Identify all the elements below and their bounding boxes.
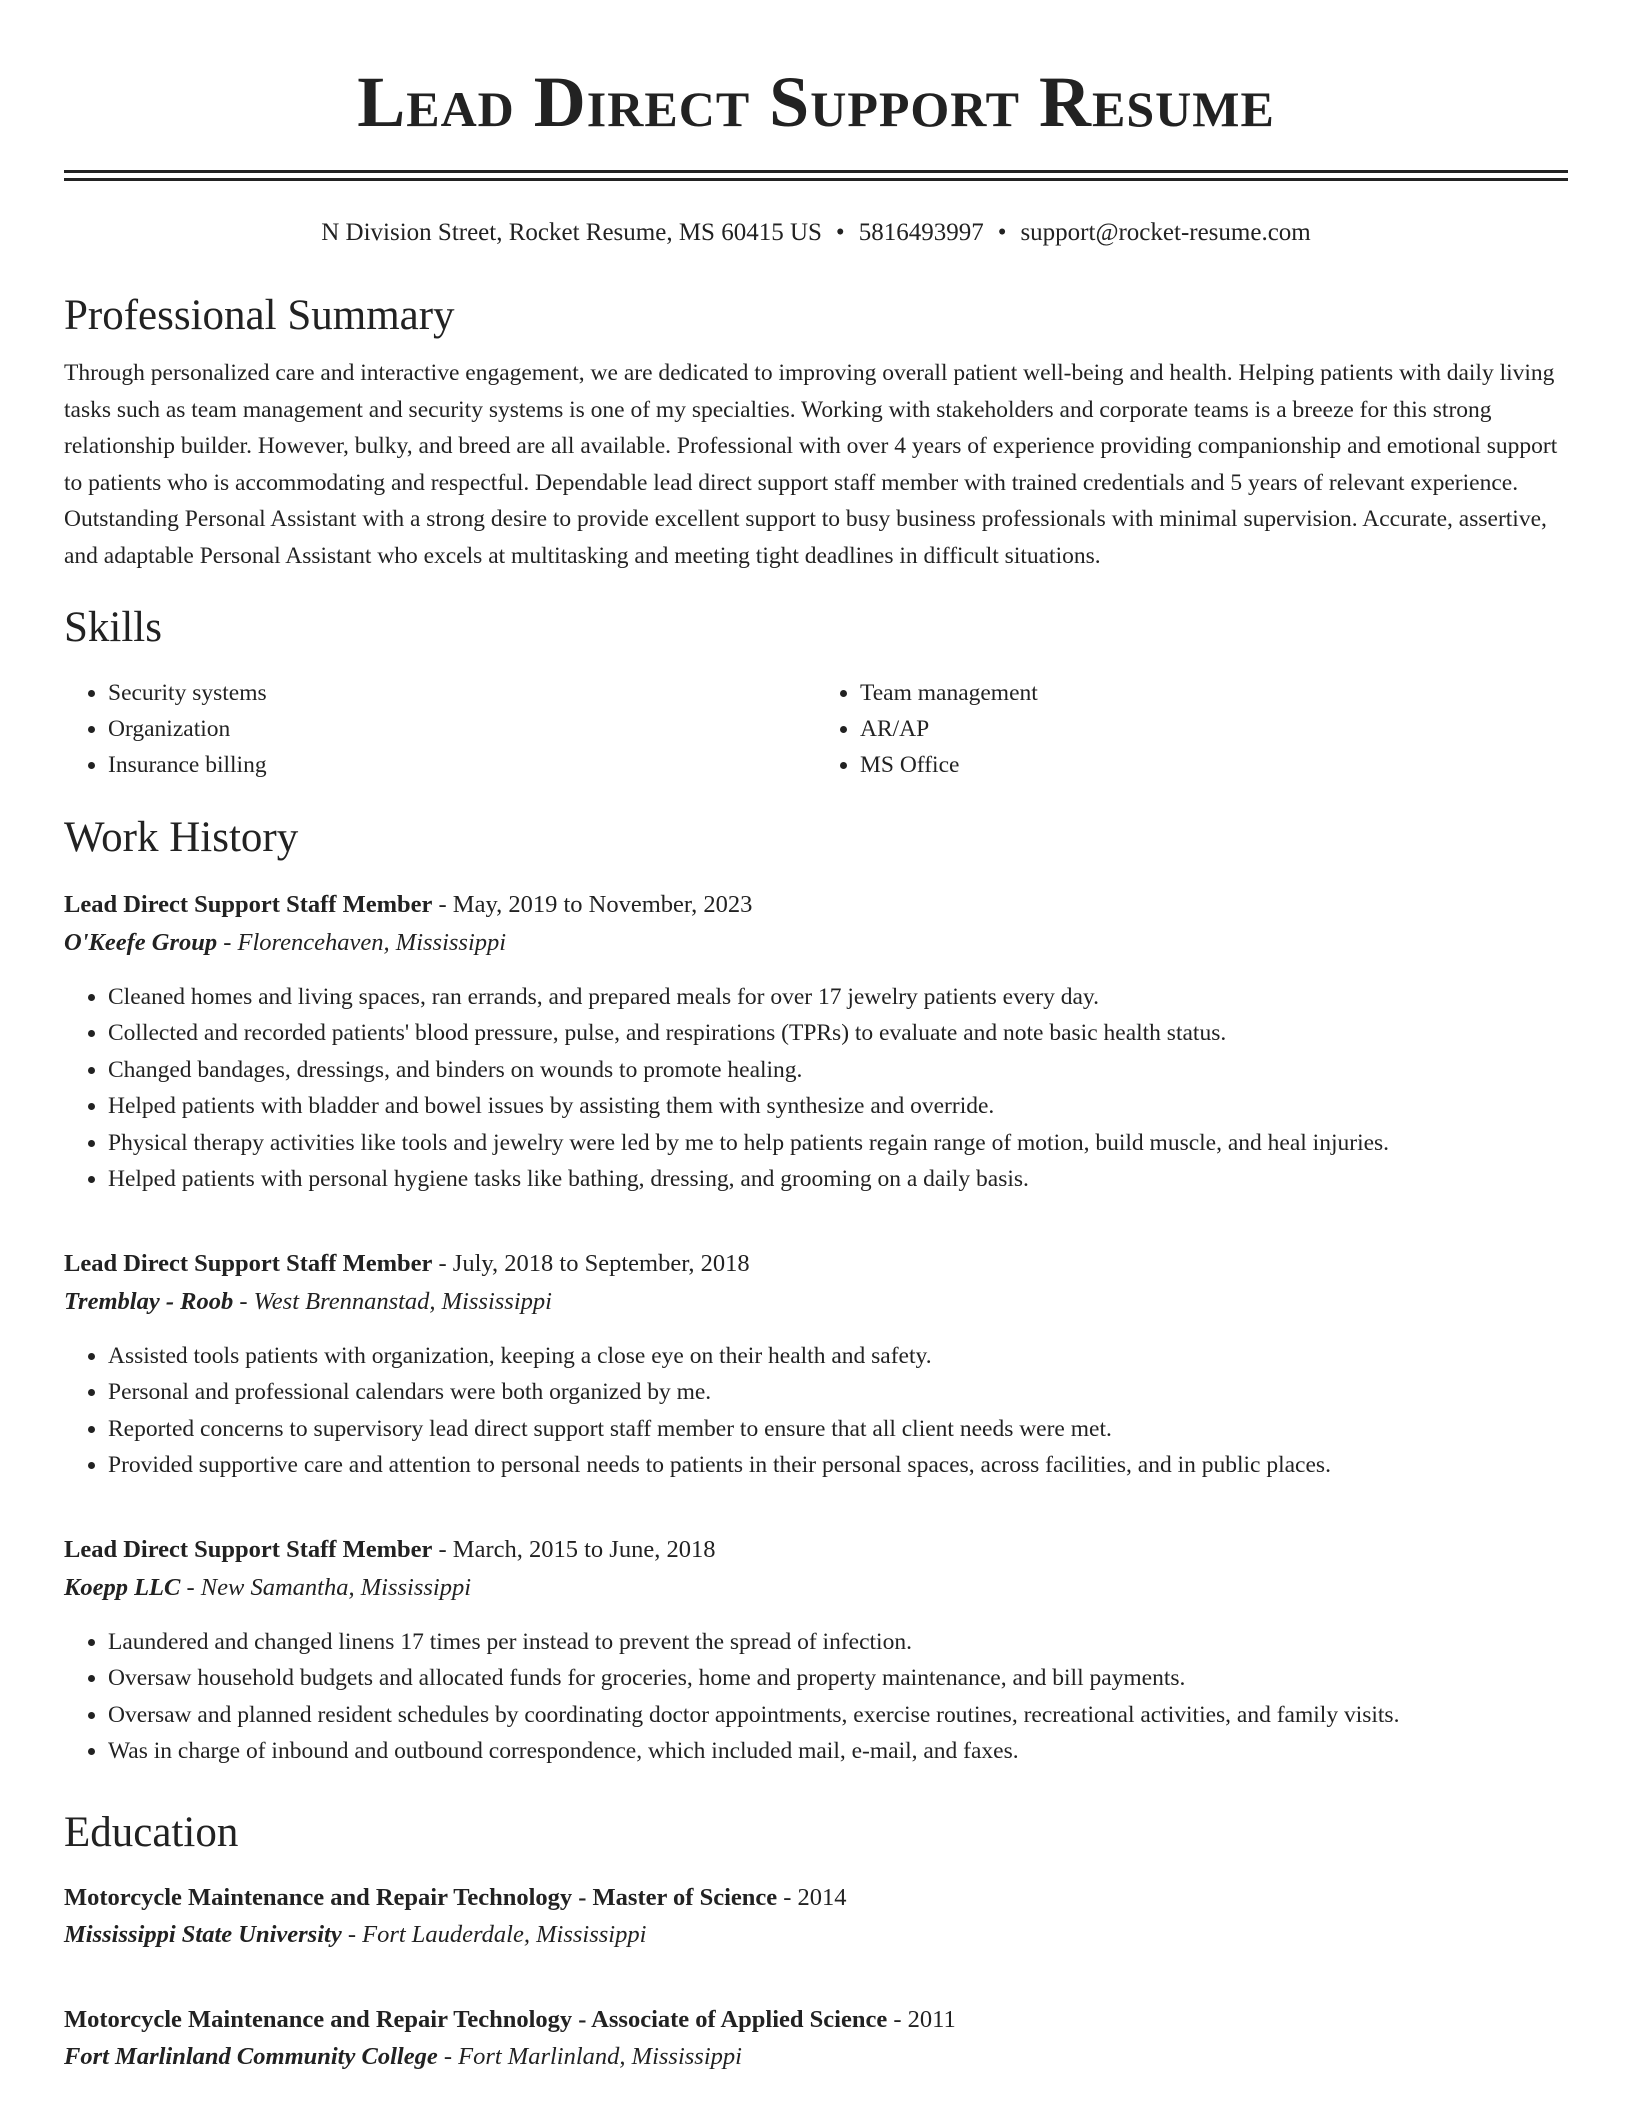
dash: - bbox=[777, 1883, 798, 1911]
job-duty: • Physical therapy activities like tools and jewelry were led by me to help patients regain range of motion, build muscle, and heal injuries. bbox=[108, 1125, 1568, 1162]
dash: - bbox=[180, 1573, 201, 1601]
skill-item: • Insurance billing bbox=[108, 747, 816, 783]
job-title-line bbox=[64, 1532, 1568, 1568]
skill-item: • Organization bbox=[108, 711, 816, 747]
job-title-line bbox=[64, 1246, 1568, 1282]
education-year: 2014 bbox=[797, 1883, 847, 1911]
job-role: Lead Direct Support Staff Member bbox=[64, 1249, 433, 1277]
dash: - bbox=[217, 928, 238, 956]
job-dates: July, 2018 to September, 2018 bbox=[452, 1249, 750, 1277]
job-entry bbox=[64, 887, 1568, 1198]
education-year: 2011 bbox=[907, 2005, 956, 2033]
contact-phone: 5816493997 bbox=[858, 219, 984, 246]
job-company: O'Keefe Group bbox=[64, 928, 218, 956]
job-duty: • Assisted tools patients with organization, keeping a close eye on their health and safety. bbox=[108, 1338, 1568, 1375]
job-dates: May, 2019 to November, 2023 bbox=[452, 890, 753, 918]
education-entry bbox=[64, 2002, 1568, 2076]
job-duties-list bbox=[64, 979, 1568, 1198]
job-entry bbox=[64, 1532, 1568, 1770]
job-duty: • Cleaned homes and living spaces, ran errands, and prepared meals for over 17 jewelry patients every day. bbox=[108, 979, 1568, 1016]
education-title-line bbox=[64, 1880, 1568, 1916]
contact-separator: • bbox=[997, 219, 1007, 246]
job-company-line bbox=[64, 1568, 1568, 1608]
job-duty: • Oversaw and planned resident schedules by coordinating doctor appointments, exercise routines, recreational activities, and family visits. bbox=[108, 1697, 1568, 1734]
job-location: West Brennanstad, Mississippi bbox=[253, 1287, 552, 1315]
job-duty: • Oversaw household budgets and allocated funds for groceries, home and property maintenance, and bill payments. bbox=[108, 1660, 1568, 1697]
job-role: Lead Direct Support Staff Member bbox=[64, 890, 433, 918]
education-entry bbox=[64, 1880, 1568, 1954]
contact-address: N Division Street, Rocket Resume, MS 60415 US bbox=[321, 219, 822, 246]
skill-item: • MS Office bbox=[860, 747, 1568, 783]
job-duty: • Collected and recorded patients' blood pressure, pulse, and respirations (TPRs) to evaluate and note basic health status. bbox=[108, 1015, 1568, 1052]
dash: - bbox=[432, 890, 453, 918]
education-heading: Education bbox=[64, 1808, 239, 1856]
skill-item: • AR/AP bbox=[860, 711, 1568, 747]
job-location: New Samantha, Mississippi bbox=[200, 1573, 472, 1601]
job-duty: • Laundered and changed linens 17 times per instead to prevent the spread of infection. bbox=[108, 1624, 1568, 1661]
skills-column-left bbox=[64, 675, 816, 783]
education-school-line bbox=[64, 2038, 1568, 2076]
job-duty: • Provided supportive care and attention to personal needs to patients in their personal spaces, across facilities, and in public places. bbox=[108, 1447, 1568, 1484]
job-company-line bbox=[64, 923, 1568, 963]
title-divider bbox=[64, 170, 1568, 181]
job-dates: March, 2015 to June, 2018 bbox=[452, 1535, 716, 1563]
education-degree: Motorcycle Maintenance and Repair Technology - Associate of Applied Science bbox=[64, 2005, 888, 2033]
education-degree: Motorcycle Maintenance and Repair Technology - Master of Science bbox=[64, 1883, 778, 1911]
skills-column-right bbox=[816, 675, 1568, 783]
skill-item: • Team management bbox=[860, 675, 1568, 711]
education-school: Fort Marlinland Community College bbox=[64, 2042, 438, 2070]
work-history-heading: Work History bbox=[64, 813, 299, 861]
job-duty: • Personal and professional calendars were both organized by me. bbox=[108, 1374, 1568, 1411]
skills-heading: Skills bbox=[64, 603, 162, 651]
skill-item: • Security systems bbox=[108, 675, 816, 711]
job-company: Tremblay - Roob bbox=[64, 1287, 234, 1315]
job-duties-list bbox=[64, 1338, 1568, 1484]
summary-text: Through personalized care and interactive engagement, we are dedicated to improving overall patient well-being and health. Helping patients with daily living tasks such as team management and security systems is one of my specialties. Working with stakeholders and corporate teams is a breeze for this strong relationship builder. However, bulky, and breed are all available. Professional with over 4 years of experience providing companionship and emotional support to patients who is accommodating and respectful. Dependable lead direct support staff member with trained credentials and 5 years of relevant experience. Outstanding Personal Assistant with a strong desire to provide excellent support to busy business professionals with minimal supervision. Accurate, assertive, and adaptable Personal Assistant who excels at multitasking and meeting tight deadlines in difficult situations. bbox=[64, 360, 1558, 569]
job-title-line bbox=[64, 887, 1568, 923]
job-duty: • Reported concerns to supervisory lead direct support staff member to ensure that all client needs were met. bbox=[108, 1411, 1568, 1448]
job-duties-list bbox=[64, 1624, 1568, 1770]
dash: - bbox=[233, 1287, 254, 1315]
education-location: Fort Lauderdale, Mississippi bbox=[362, 1920, 647, 1948]
job-duty: • Helped patients with personal hygiene tasks like bathing, dressing, and grooming on a daily basis. bbox=[108, 1161, 1568, 1198]
job-role: Lead Direct Support Staff Member bbox=[64, 1535, 433, 1563]
dash: - bbox=[887, 2005, 908, 2033]
contact-line bbox=[64, 217, 1568, 249]
dash: - bbox=[341, 1920, 363, 1948]
dash: - bbox=[432, 1535, 453, 1563]
summary-heading: Professional Summary bbox=[64, 292, 455, 339]
education-title-line bbox=[64, 2002, 1568, 2038]
education-school: Mississippi State University bbox=[64, 1920, 342, 1948]
dash: - bbox=[432, 1249, 453, 1277]
job-location: Florencehaven, Mississippi bbox=[237, 928, 507, 956]
job-company: Koepp LLC bbox=[64, 1573, 181, 1601]
resume-title: Lead Direct Support Resume bbox=[357, 62, 1275, 142]
job-duty: • Helped patients with bladder and bowel issues by assisting them with synthesize and override. bbox=[108, 1088, 1568, 1125]
skills-list bbox=[64, 675, 1568, 783]
job-entry bbox=[64, 1246, 1568, 1484]
education-location: Fort Marlinland, Mississippi bbox=[458, 2042, 742, 2070]
dash: - bbox=[437, 2042, 459, 2070]
job-duty: • Changed bandages, dressings, and binders on wounds to promote healing. bbox=[108, 1052, 1568, 1089]
education-school-line bbox=[64, 1916, 1568, 1954]
job-duty: • Was in charge of inbound and outbound correspondence, which included mail, e-mail, and faxes. bbox=[108, 1733, 1568, 1770]
contact-email: support@rocket-resume.com bbox=[1020, 219, 1311, 246]
job-company-line bbox=[64, 1282, 1568, 1322]
contact-separator: • bbox=[835, 219, 845, 246]
